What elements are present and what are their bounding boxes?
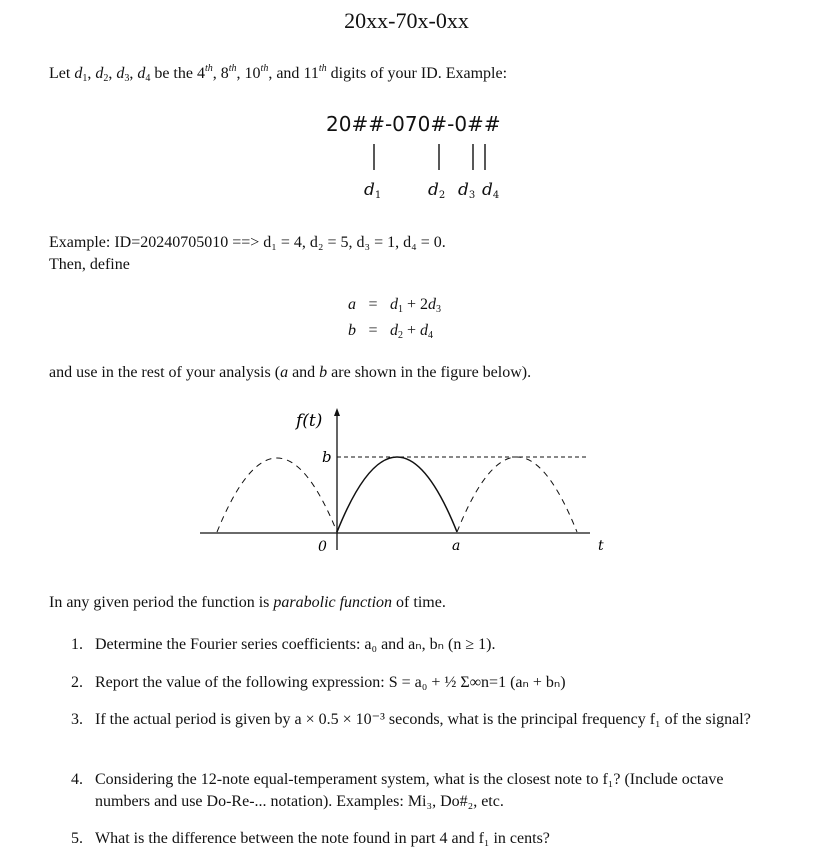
label-d4: $d_4$ bbox=[482, 180, 500, 201]
f-axis-arrow bbox=[334, 408, 340, 416]
origin-label: 0 bbox=[318, 539, 327, 555]
label-d3: $d_3$ bbox=[458, 180, 476, 201]
label-d2: $d_2$ bbox=[428, 180, 446, 201]
t-label: t bbox=[598, 538, 604, 554]
f-label: f(t) bbox=[296, 411, 323, 431]
waveform-figure bbox=[0, 400, 813, 560]
definition-b: $b = d_2 + d_4$ bbox=[348, 322, 434, 341]
question-4: 4. Considering the 12-note equal-temperament system, what is the closest note to f₁? (Include octave numbers and use Do-Re-... notation). Examples: Mi₃, Do#₂, etc. bbox=[71, 771, 724, 810]
page-title: 20xx-70x-0xx bbox=[344, 8, 469, 33]
definition-a: $a = d_1 + 2d_3$ bbox=[348, 296, 442, 315]
label-d1: $d_1$ bbox=[364, 180, 382, 201]
question-5: 5. What is the difference between the note found in part 4 and f₁ in cents? bbox=[71, 830, 550, 847]
digit-pointers bbox=[360, 142, 510, 172]
question-3: 3. If the actual period is given by a × 0.5 × 10⁻³ seconds, what is the principal frequency f₁ of the signal? bbox=[71, 711, 751, 728]
b-label: b bbox=[322, 448, 332, 466]
question-1: 1. Determine the Fourier series coefficients: a₀ and aₙ, bₙ (n ≥ 1). bbox=[71, 636, 496, 653]
question-2: 2. Report the value of the following expression: S = a₀ + ½ Σ∞n=1 (aₙ + bₙ) bbox=[71, 674, 566, 691]
solid-parabola bbox=[337, 457, 457, 532]
dashed-parabola-prev bbox=[217, 458, 337, 532]
use-text: and use in the rest of your analysis (a and b are shown in the figure below). bbox=[49, 364, 532, 381]
a-label: a bbox=[452, 538, 461, 554]
example-line: Example: ID=20240705010 ==> d₁ = 4, d₂ = 5, d₃ = 1, d₄ = 0. bbox=[49, 234, 446, 251]
then-define: Then, define bbox=[49, 256, 130, 273]
period-text: In any given period the function is parabolic function of time. bbox=[49, 594, 446, 611]
dashed-parabola-next bbox=[457, 457, 577, 532]
intro-paragraph: Let $d_1$, $d_2$, $d_3$, $d_4$ be the 4th, 8th, 10th, and 11th digits of your ID. Example: bbox=[49, 63, 508, 84]
id-pattern: 20##-070#-0## bbox=[326, 112, 501, 136]
